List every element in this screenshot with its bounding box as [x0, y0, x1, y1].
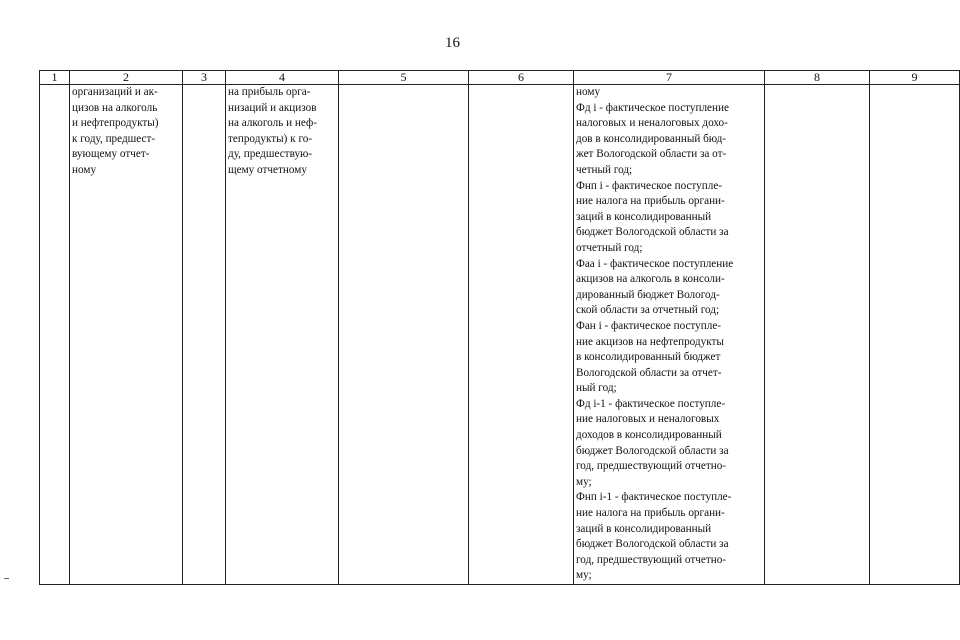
cell-text-line: бюджет Вологодской области за — [576, 226, 729, 239]
cell-text-line: щему отчетному — [228, 163, 307, 176]
cell-text-line: му; — [576, 569, 592, 582]
cell-text-line: четный год; — [576, 163, 633, 176]
page-number: 16 — [445, 35, 460, 51]
cell-text-line: низаций и акцизов — [228, 101, 317, 114]
cell-text-line: бюджет Вологодской области за — [576, 538, 729, 551]
cell-text-line: ду, предшествую- — [228, 148, 313, 161]
column-header-1: 1 — [40, 71, 70, 85]
cell-col-9 — [870, 85, 960, 585]
cell-text-line: ному — [72, 163, 97, 176]
cell-text-line: Фд i - фактическое поступление — [576, 101, 729, 114]
cell-text-line: ный год; — [576, 382, 617, 395]
cell-text-line: к году, предшест- — [72, 132, 156, 145]
cell-text-line: цизов на алкоголь — [72, 101, 158, 114]
cell-col-3 — [183, 85, 226, 585]
cell-text-line: ние налоговых и неналоговых — [576, 413, 720, 426]
column-header-2: 2 — [70, 71, 183, 85]
cell-text-line: Фд i-1 - фактическое поступле- — [576, 397, 726, 410]
cell-text-line: дированный бюджет Вологод- — [576, 288, 720, 301]
cell-text-line: ской области за отчетный год; — [576, 304, 720, 317]
cell-text-line: заций в консолидированный — [576, 210, 712, 223]
scan-margin-mark — [4, 578, 9, 579]
cell-col-8 — [765, 85, 870, 585]
cell-col-4 — [226, 85, 339, 585]
table-row — [40, 85, 960, 585]
cell-text-line: на алкоголь и неф- — [228, 117, 317, 130]
column-header-6: 6 — [469, 71, 574, 85]
table-header-row — [40, 71, 960, 85]
cell-col-2 — [70, 85, 183, 585]
cell-text-line: Фнп i - фактическое поступле- — [576, 179, 723, 192]
cell-text-line: ние налога на прибыль органи- — [576, 507, 725, 520]
cell-text-line: доходов в консолидированный — [576, 429, 722, 442]
column-header-5: 5 — [339, 71, 469, 85]
cell-text-line: дов в консолидированный бюд- — [576, 132, 727, 145]
cell-text-line: Фаа i - фактическое поступление — [576, 257, 734, 270]
cell-text-line: и нефтепродукты) — [72, 117, 159, 130]
cell-text-line: организаций и ак- — [72, 86, 158, 98]
cell-text-line: заций в консолидированный — [576, 522, 712, 535]
cell-text-line: Фан i - фактическое поступле- — [576, 319, 722, 332]
column-header-3: 3 — [183, 71, 226, 85]
cell-col-5 — [339, 85, 469, 585]
column-header-4: 4 — [226, 71, 339, 85]
cell-text-line: отчетный год; — [576, 241, 643, 254]
cell-text-line: в консолидированный бюджет — [576, 351, 721, 364]
cell-text-line: тепродукты) к го- — [228, 132, 313, 145]
cell-text-line: вующему отчет- — [72, 148, 150, 161]
cell-text-line: ние акцизов на нефтепродукты — [576, 335, 724, 348]
cell-text-line: жет Вологодской области за от- — [576, 148, 727, 161]
cell-text-line: год, предшествующий отчетно- — [576, 460, 727, 473]
document-table — [39, 70, 960, 585]
cell-text-line: на прибыль орга- — [228, 86, 311, 98]
cell-col-1 — [40, 85, 70, 585]
cell-text-line: Фнп i-1 - фактическое поступле- — [576, 491, 732, 504]
cell-col-6 — [469, 85, 574, 585]
column-header-9: 9 — [870, 71, 960, 85]
cell-text-line: Вологодской области за отчет- — [576, 366, 722, 379]
cell-text-line: налоговых и неналоговых дохо- — [576, 117, 728, 130]
cell-text-line: бюджет Вологодской области за — [576, 444, 729, 457]
column-header-8: 8 — [765, 71, 870, 85]
cell-text-line: ному — [576, 86, 601, 98]
cell-col-7 — [574, 85, 765, 585]
cell-text-line: год, предшествующий отчетно- — [576, 553, 727, 566]
column-header-7: 7 — [574, 71, 765, 85]
cell-text-line: акцизов на алкоголь в консоли- — [576, 273, 725, 286]
cell-text-line: ние налога на прибыль органи- — [576, 195, 725, 208]
cell-text-line: му; — [576, 475, 592, 488]
